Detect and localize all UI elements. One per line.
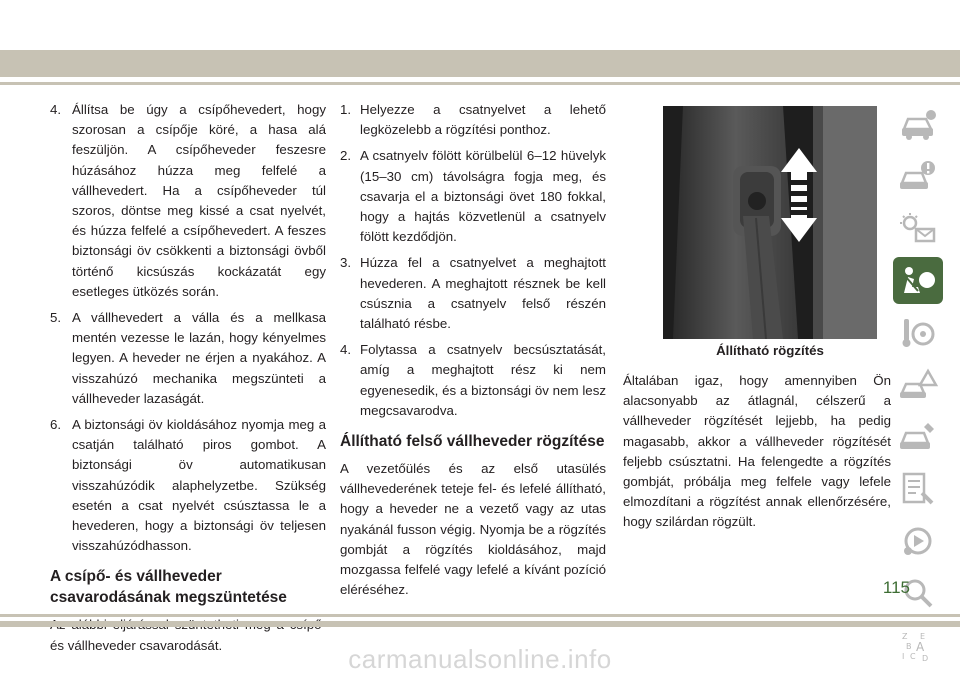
list-item-text: Helyezze a csatnyelvet a lehető legközelebb a rögzítési ponthoz.: [360, 102, 606, 138]
seatbelt-photo-illustration: [663, 106, 877, 339]
footer-rule: [0, 614, 960, 617]
column-left: [50, 100, 326, 656]
safety-airbag-icon: [898, 263, 938, 299]
section-heading: Állítható felső vállheveder rögzítése: [340, 433, 605, 451]
nav-emergency[interactable]: [893, 361, 943, 408]
nav-multimedia[interactable]: [893, 517, 943, 564]
list-item-number: 4.: [340, 342, 352, 358]
list-item: [340, 146, 606, 247]
car-hazard-icon: [898, 367, 938, 403]
car-info-icon: [898, 107, 938, 143]
lights-message-icon: [898, 211, 938, 247]
svg-text:Z: Z: [902, 631, 908, 641]
list-item: [340, 253, 606, 334]
footer-band: [0, 621, 960, 627]
list-item-number: 3.: [340, 255, 352, 271]
svg-text:E: E: [920, 631, 926, 641]
top-margin: [0, 0, 960, 50]
multimedia-icon: [898, 523, 938, 559]
list-item-text: Folytassa a csatnyelv becsúsztatását, amíg a meghajtott rész ki nem egyenesedik, és a biztonsági öv nem lesz megcsavarodva.: [360, 342, 606, 418]
svg-text:B: B: [906, 641, 912, 651]
svg-text:D: D: [922, 653, 929, 663]
header-band: [0, 50, 960, 77]
nav-car-warning[interactable]: [893, 153, 943, 200]
maintenance-checklist-icon: [898, 471, 938, 507]
section-paragraph: Általában igaz, hogy amennyiben Ön alacsonyabb az átlagnál, célszerű a vállheveder rögzítését lejjebb, ha pedig magasabb, akkor a vállheveder rögzítését feljebb csúsztatni. Ha felengedte a rögzítés gombját, próbálja meg felfele vagy lefele elmozdítani a rögzítést annak ellenőrzésére, hogy szilárdan rögzült.: [623, 373, 891, 530]
svg-text:A: A: [916, 639, 925, 654]
list-item-text: A csatnyelv fölött körülbelül 6–12 hüvelyk (15–30 cm) távolságra fogja meg, és csavarja el a biztonsági övet 180 fokkal, hogy a hajtás közvetlenül a csatnyelv fölött kezdődjön.: [360, 148, 606, 245]
section-paragraph: és vállheveder csavarodását.: [50, 637, 223, 653]
column-middle: [340, 100, 606, 600]
list-item-number: 4.: [50, 102, 62, 117]
list-item-text: A vállhevedert a válla és a mellkasa mentén vezesse le lazán, hogy kényelmes legyen. A heveder ne érjen a nyakához. A visszahúzó mechanika megszünteti a vállheveder lazaságát.: [72, 310, 326, 406]
car-service-icon: [898, 419, 938, 455]
header-rule: [0, 82, 960, 85]
nav-starting-operating[interactable]: [893, 309, 943, 356]
list-item-number: 6.: [50, 417, 62, 433]
section-heading: A csípő- és vállheveder csavarodásának megszüntetése: [50, 568, 287, 607]
car-warning-icon: [898, 159, 938, 195]
list-item-text: Állítsa be úgy a csípőhevedert, hogy szorosan a csípője köré, a hasa alá feszüljön. A csípőheveder feszesre húzásához húzza meg felfelé a vállhevedert. Ha a csípőheveder túl szoros, döntse meg kissé a csat nyelvét, és húzza felfelé a csípőhevedert. A feszes biztonsági öv csökkenti a biztonsági övből történő kicsúszás kockázatát egy esetleges ütközés során.: [72, 102, 326, 299]
list-item-number: 2.: [340, 148, 352, 164]
svg-text:I: I: [902, 651, 905, 661]
nav-safety[interactable]: [893, 257, 943, 304]
list-item: [50, 308, 326, 409]
nav-maintenance[interactable]: [893, 465, 943, 512]
list-item: [50, 100, 326, 302]
nav-car-service[interactable]: [893, 413, 943, 460]
page-number: 115: [882, 578, 910, 597]
steering-key-icon: [898, 315, 938, 351]
list-item: [340, 340, 606, 421]
list-item: [340, 100, 606, 140]
section-paragraph: A vezetőülés és az első utasülés vállhevederének teteje fel- és lefelé állítható, hogy a heveder ne a vezető vagy az utas nyakánál fusson végig. Nyomja be a rögzítés gombját a rögzítés kioldásához, majd mozgassa felfelé vagy lefelé a kívánt pozíció eléréséhez.: [340, 461, 606, 598]
svg-text:C: C: [910, 651, 916, 661]
list-item-text: Húzza fel a csatnyelvet a meghajtott hevederen. A meghajtott résznek be kell csúsznia a csatnyelv felső részén található résbe.: [360, 255, 606, 332]
seatbelt-anchor-photo: [663, 106, 877, 339]
nav-lights-message[interactable]: [893, 205, 943, 252]
list-item-number: 5.: [50, 310, 62, 326]
list-item-text: A biztonsági öv kioldásához nyomja meg a csatján található piros gombot. A biztonsági öv automatikusan visszahúzódik alaphelyzetbe. Szükség esetén a csat nyelvét csúsztassa le a hevederen, hogy a biztonsági öv teljesen visszahúzódhasson.: [72, 417, 326, 554]
list-item: [50, 415, 326, 556]
list-item-number: 1.: [340, 102, 352, 117]
figure-caption: Állítható rögzítés: [716, 343, 824, 358]
nav-car-info[interactable]: [893, 101, 943, 148]
watermark: carmanualsonline.info: [348, 644, 612, 674]
